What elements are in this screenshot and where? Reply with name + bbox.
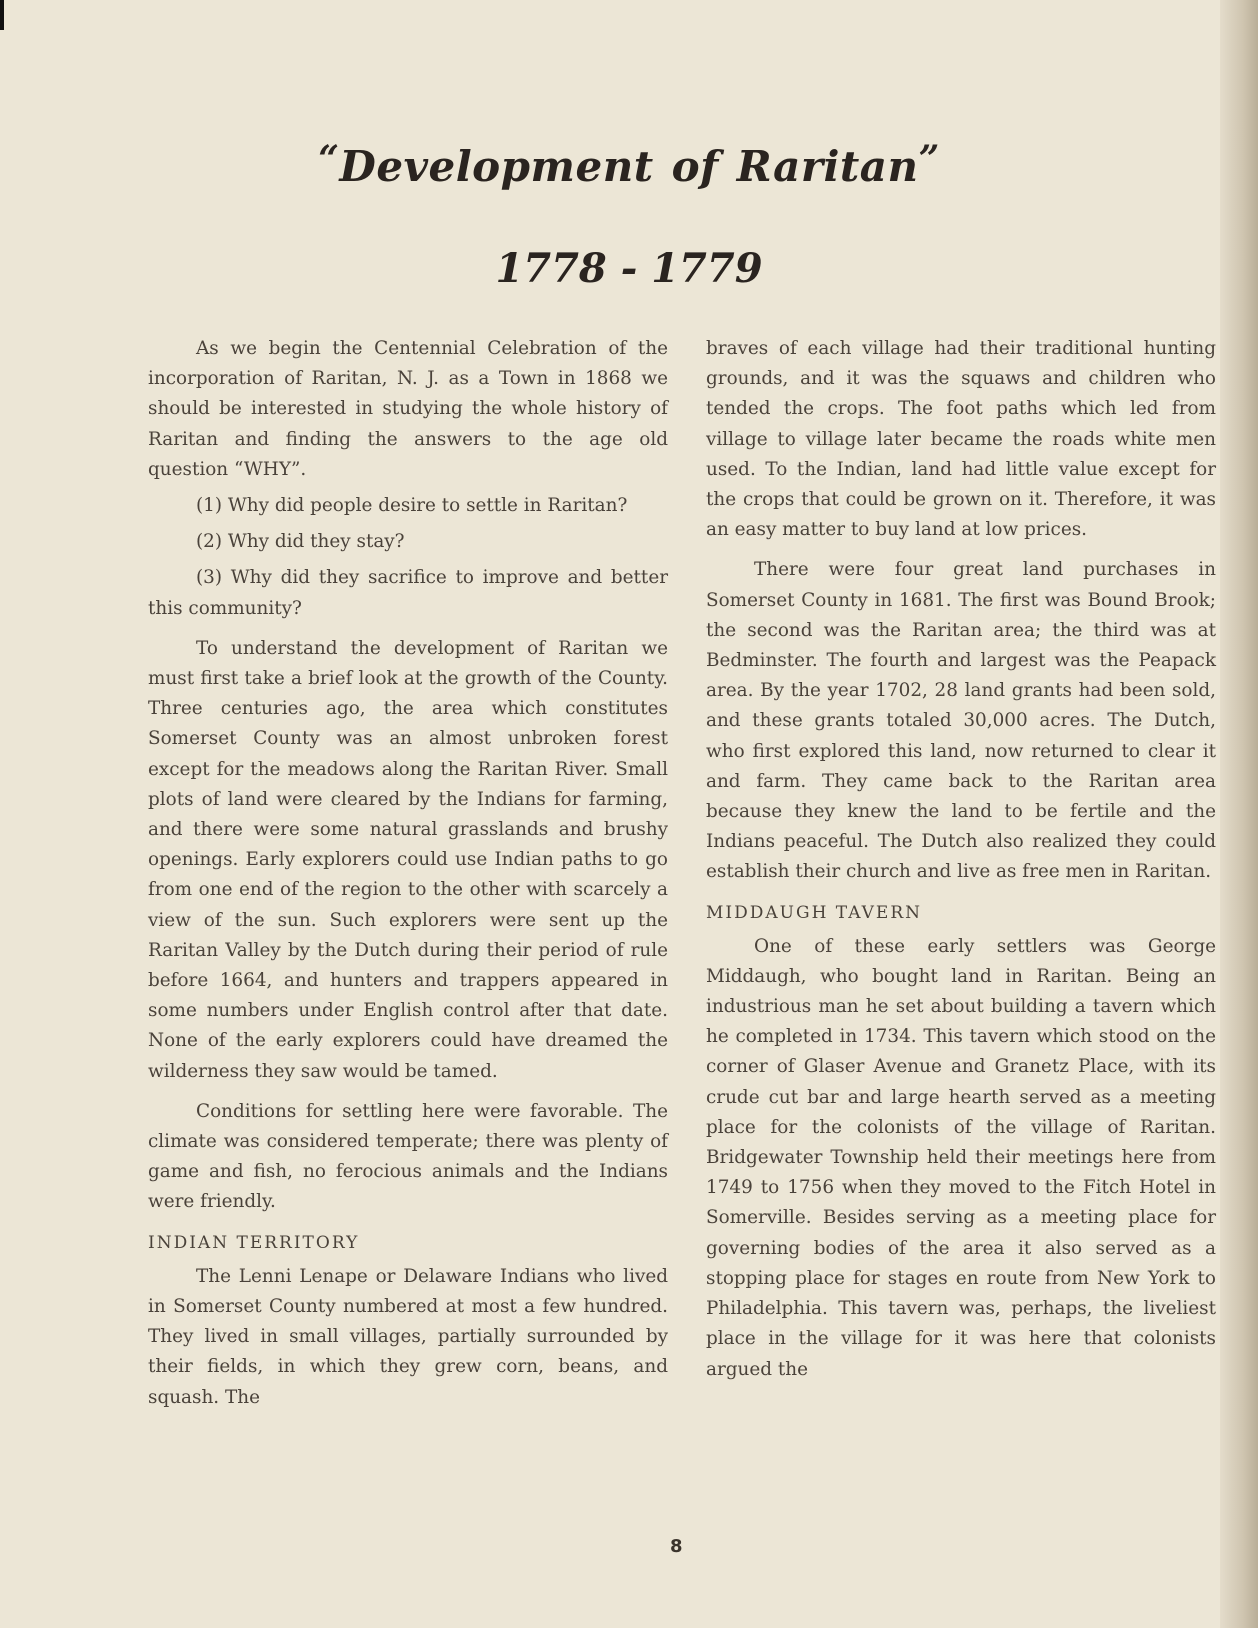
section-heading-middaugh-tavern: MIDDAUGH TAVERN	[706, 902, 922, 923]
section-heading-indian-territory: INDIAN TERRITORY	[148, 1232, 360, 1253]
title-close-quote: ”	[918, 138, 940, 180]
title-word-of: of	[671, 142, 719, 191]
page-number: 8	[670, 1536, 683, 1557]
page-title	[0, 138, 1258, 191]
left-column	[148, 334, 668, 1419]
paragraph-intro: As we begin the Centennial Celebration of the incorporation of Raritan, N. J. as a Town in 1868 we should be interested in studying the whole history of Raritan and finding the answers to the age old question “WHY”.	[148, 338, 668, 480]
paragraph-conditions: Conditions for settling here were favorable. The climate was considered temperate; there was plenty of game and fish, no ferocious animals and the Indians were friendly.	[148, 1100, 668, 1213]
right-column	[706, 334, 1216, 1391]
paragraph-middaugh: One of these early settlers was George Middaugh, who bought land in Raritan. Being an industrious man he set about building a tavern which he completed in 1734. This tavern which stood on the corner of Glaser Avenue and Granetz Place, with its crude cut bar and large hearth served as a meeting place for the colonists of the village of Raritan. Bridgewater Township held their meetings here from 1749 to 1756 when they moved to the Fitch Hotel in Somerville. Besides serving as a meeting place for governing bodies of the area it also served as a stopping place for stages en route from New York to Philadelphia. This tavern was, perhaps, the liveliest place in the village for it was here that colonists argued the	[706, 935, 1216, 1380]
question-2: (2) Why did they stay?	[196, 531, 405, 553]
paragraph-county-growth: To understand the development of Raritan we must first take a brief look at the growth of the County. Three centuries ago, the area which constitutes Somerset County was an almost unbroken forest except for the meadows along the Raritan River. Small plots of land were cleared by the Indians for farming, and there were some natural grasslands and brushy openings. Early explorers could use Indian paths to go from one end of the region to the other with scarcely a view of the sun. Such explorers were sent up the Raritan Valley by the Dutch during their period of rule before 1664, and hunters and trappers appeared in some numbers under English control after that date. None of the early explorers could have dreamed the wilderness they saw would be tamed.	[148, 637, 668, 1082]
page-edge-shadow	[0, 0, 4, 30]
title-word-development: Development	[339, 142, 654, 191]
title-word-raritan: Raritan	[736, 142, 919, 191]
title-open-quote: “	[318, 138, 340, 180]
question-1: (1) Why did people desire to settle in Raritan?	[196, 495, 628, 517]
question-3: (3) Why did they sacrifice to improve and better this community?	[148, 567, 668, 619]
paragraph-land-purchases: There were four great land purchases in Somerset County in 1681. The first was Bound Brook; the second was the Raritan area; the third was at Bedminster. The fourth and largest was the Peapack area. By the year 1702, 28 land grants had been sold, and these grants totaled 30,000 acres. The Dutch, who first explored this land, now returned to clear it and farm. They came back to the Raritan area because they knew the land to be fertile and the Indians peaceful. The Dutch also realized they could establish their church and live as free men in Raritan.	[706, 559, 1216, 883]
page-dates: 1778 - 1779	[495, 245, 763, 292]
paragraph-lenni-lenape: The Lenni Lenape or Delaware Indians who lived in Somerset County numbered at most a few hundred. They lived in small villages, partially surrounded by their fields, in which they grew corn, beans, and squash. The	[148, 1265, 668, 1408]
paragraph-braves: braves of each village had their traditional hunting grounds, and it was the squaws and children who tended the crops. The foot paths which led from village to village later became the roads white men used. To the Indian, land had little value except for the crops that could be grown on it. Therefore, it was an easy matter to buy land at low prices.	[706, 338, 1216, 541]
